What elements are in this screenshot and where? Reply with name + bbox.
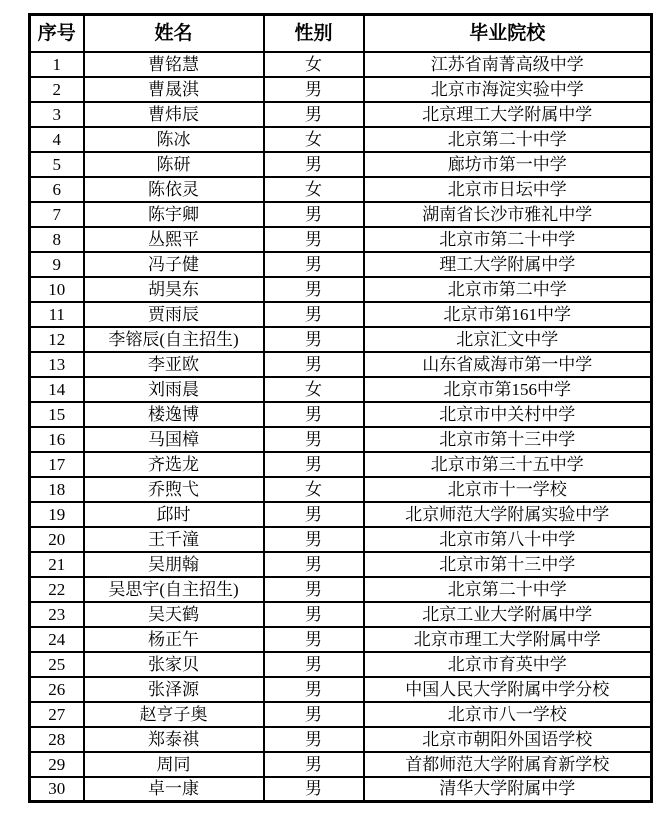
cell-index: 14 (30, 377, 84, 402)
table-row (30, 302, 652, 327)
table-row (30, 377, 652, 402)
col-header-name: 姓名 (84, 15, 264, 52)
cell-index: 2 (30, 77, 84, 102)
cell-gender: 男 (264, 577, 364, 602)
cell-name: 杨正午 (84, 627, 264, 652)
cell-index: 16 (30, 427, 84, 452)
cell-name: 曹铭慧 (84, 52, 264, 77)
cell-school: 北京市八一学校 (364, 702, 652, 727)
cell-school: 北京市第三十五中学 (364, 452, 652, 477)
cell-name: 张泽源 (84, 677, 264, 702)
cell-index: 25 (30, 652, 84, 677)
cell-index: 27 (30, 702, 84, 727)
cell-name: 吴天鹤 (84, 602, 264, 627)
cell-school: 北京市朝阳外国语学校 (364, 727, 652, 752)
cell-name: 曹晟淇 (84, 77, 264, 102)
cell-school: 湖南省长沙市雅礼中学 (364, 202, 652, 227)
cell-school: 北京第二十中学 (364, 577, 652, 602)
cell-school: 北京汇文中学 (364, 327, 652, 352)
cell-name: 吴朋翰 (84, 552, 264, 577)
cell-index: 23 (30, 602, 84, 627)
table-row (30, 177, 652, 202)
cell-school: 北京理工大学附属中学 (364, 102, 652, 127)
table-row (30, 52, 652, 77)
cell-gender: 女 (264, 177, 364, 202)
col-header-gender: 性别 (264, 15, 364, 52)
cell-school: 北京市第八十中学 (364, 527, 652, 552)
cell-name: 张家贝 (84, 652, 264, 677)
cell-gender: 男 (264, 602, 364, 627)
cell-school: 北京市理工大学附属中学 (364, 627, 652, 652)
cell-gender: 男 (264, 227, 364, 252)
table-row (30, 502, 652, 527)
cell-index: 6 (30, 177, 84, 202)
cell-index: 12 (30, 327, 84, 352)
cell-name: 吴思宇(自主招生) (84, 577, 264, 602)
cell-index: 15 (30, 402, 84, 427)
cell-index: 13 (30, 352, 84, 377)
cell-index: 30 (30, 777, 84, 802)
cell-gender: 男 (264, 627, 364, 652)
cell-school: 廊坊市第一中学 (364, 152, 652, 177)
cell-gender: 男 (264, 452, 364, 477)
cell-index: 24 (30, 627, 84, 652)
cell-index: 22 (30, 577, 84, 602)
cell-school: 理工大学附属中学 (364, 252, 652, 277)
cell-gender: 男 (264, 552, 364, 577)
cell-gender: 男 (264, 402, 364, 427)
cell-index: 19 (30, 502, 84, 527)
cell-index: 1 (30, 52, 84, 77)
cell-index: 9 (30, 252, 84, 277)
cell-school: 山东省威海市第一中学 (364, 352, 652, 377)
table-row (30, 777, 652, 802)
graduates-table (28, 13, 653, 803)
table-header (30, 15, 652, 52)
cell-school: 北京市中关村中学 (364, 402, 652, 427)
table-row (30, 602, 652, 627)
cell-gender: 男 (264, 677, 364, 702)
cell-school: 北京市日坛中学 (364, 177, 652, 202)
cell-name: 周同 (84, 752, 264, 777)
cell-gender: 女 (264, 52, 364, 77)
cell-gender: 男 (264, 427, 364, 452)
cell-school: 北京市第十三中学 (364, 552, 652, 577)
table-row (30, 277, 652, 302)
table-row (30, 202, 652, 227)
cell-school: 江苏省南菁高级中学 (364, 52, 652, 77)
table-row (30, 352, 652, 377)
cell-index: 3 (30, 102, 84, 127)
cell-gender: 男 (264, 777, 364, 802)
cell-name: 冯子健 (84, 252, 264, 277)
cell-school: 中国人民大学附属中学分校 (364, 677, 652, 702)
cell-gender: 男 (264, 77, 364, 102)
cell-gender: 男 (264, 527, 364, 552)
col-header-index: 序号 (30, 15, 84, 52)
cell-index: 29 (30, 752, 84, 777)
cell-index: 17 (30, 452, 84, 477)
cell-gender: 男 (264, 652, 364, 677)
table-row (30, 552, 652, 577)
table-row (30, 702, 652, 727)
cell-name: 马国樟 (84, 427, 264, 452)
cell-index: 18 (30, 477, 84, 502)
cell-school: 北京工业大学附属中学 (364, 602, 652, 627)
cell-gender: 女 (264, 377, 364, 402)
table-row (30, 77, 652, 102)
cell-gender: 男 (264, 502, 364, 527)
table-row (30, 327, 652, 352)
cell-gender: 男 (264, 702, 364, 727)
cell-index: 4 (30, 127, 84, 152)
header-row (30, 15, 652, 52)
cell-index: 21 (30, 552, 84, 577)
cell-name: 陈宇卿 (84, 202, 264, 227)
cell-gender: 男 (264, 727, 364, 752)
cell-index: 26 (30, 677, 84, 702)
cell-index: 11 (30, 302, 84, 327)
cell-gender: 男 (264, 102, 364, 127)
table-row (30, 127, 652, 152)
table-row (30, 102, 652, 127)
cell-school: 清华大学附属中学 (364, 777, 652, 802)
table-row (30, 752, 652, 777)
cell-gender: 男 (264, 302, 364, 327)
cell-gender: 男 (264, 752, 364, 777)
cell-name: 曹炜辰 (84, 102, 264, 127)
cell-name: 赵亨子奥 (84, 702, 264, 727)
col-header-school: 毕业院校 (364, 15, 652, 52)
cell-gender: 女 (264, 477, 364, 502)
table-row (30, 427, 652, 452)
table-row (30, 527, 652, 552)
cell-name: 郑泰祺 (84, 727, 264, 752)
cell-gender: 男 (264, 277, 364, 302)
cell-name: 卓一康 (84, 777, 264, 802)
table-row (30, 227, 652, 252)
cell-name: 胡昊东 (84, 277, 264, 302)
cell-index: 7 (30, 202, 84, 227)
cell-gender: 男 (264, 202, 364, 227)
cell-school: 北京市第二中学 (364, 277, 652, 302)
cell-gender: 男 (264, 252, 364, 277)
table-row (30, 252, 652, 277)
cell-school: 首都师范大学附属育新学校 (364, 752, 652, 777)
table-row (30, 577, 652, 602)
cell-index: 5 (30, 152, 84, 177)
cell-school: 北京市育英中学 (364, 652, 652, 677)
cell-name: 李亚欧 (84, 352, 264, 377)
cell-school: 北京市第十三中学 (364, 427, 652, 452)
table-row (30, 152, 652, 177)
cell-index: 20 (30, 527, 84, 552)
cell-name: 李镕辰(自主招生) (84, 327, 264, 352)
cell-name: 王千潼 (84, 527, 264, 552)
cell-index: 10 (30, 277, 84, 302)
cell-school: 北京市第156中学 (364, 377, 652, 402)
cell-school: 北京市十一学校 (364, 477, 652, 502)
table-body (30, 52, 652, 802)
cell-name: 乔煦弋 (84, 477, 264, 502)
table-row (30, 677, 652, 702)
cell-name: 陈冰 (84, 127, 264, 152)
table-row (30, 627, 652, 652)
cell-school: 北京市第二十中学 (364, 227, 652, 252)
cell-school: 北京市海淀实验中学 (364, 77, 652, 102)
cell-school: 北京第二十中学 (364, 127, 652, 152)
table-row (30, 727, 652, 752)
table-row (30, 652, 652, 677)
cell-gender: 男 (264, 352, 364, 377)
cell-index: 8 (30, 227, 84, 252)
cell-name: 陈研 (84, 152, 264, 177)
cell-index: 28 (30, 727, 84, 752)
cell-name: 邱时 (84, 502, 264, 527)
cell-gender: 男 (264, 152, 364, 177)
cell-school: 北京师范大学附属实验中学 (364, 502, 652, 527)
cell-name: 丛熙平 (84, 227, 264, 252)
cell-name: 齐选龙 (84, 452, 264, 477)
table-row (30, 452, 652, 477)
cell-school: 北京市第161中学 (364, 302, 652, 327)
cell-name: 贾雨辰 (84, 302, 264, 327)
cell-gender: 女 (264, 127, 364, 152)
cell-name: 楼逸博 (84, 402, 264, 427)
cell-name: 陈依灵 (84, 177, 264, 202)
cell-gender: 男 (264, 327, 364, 352)
table-row (30, 477, 652, 502)
cell-name: 刘雨晨 (84, 377, 264, 402)
table-row (30, 402, 652, 427)
